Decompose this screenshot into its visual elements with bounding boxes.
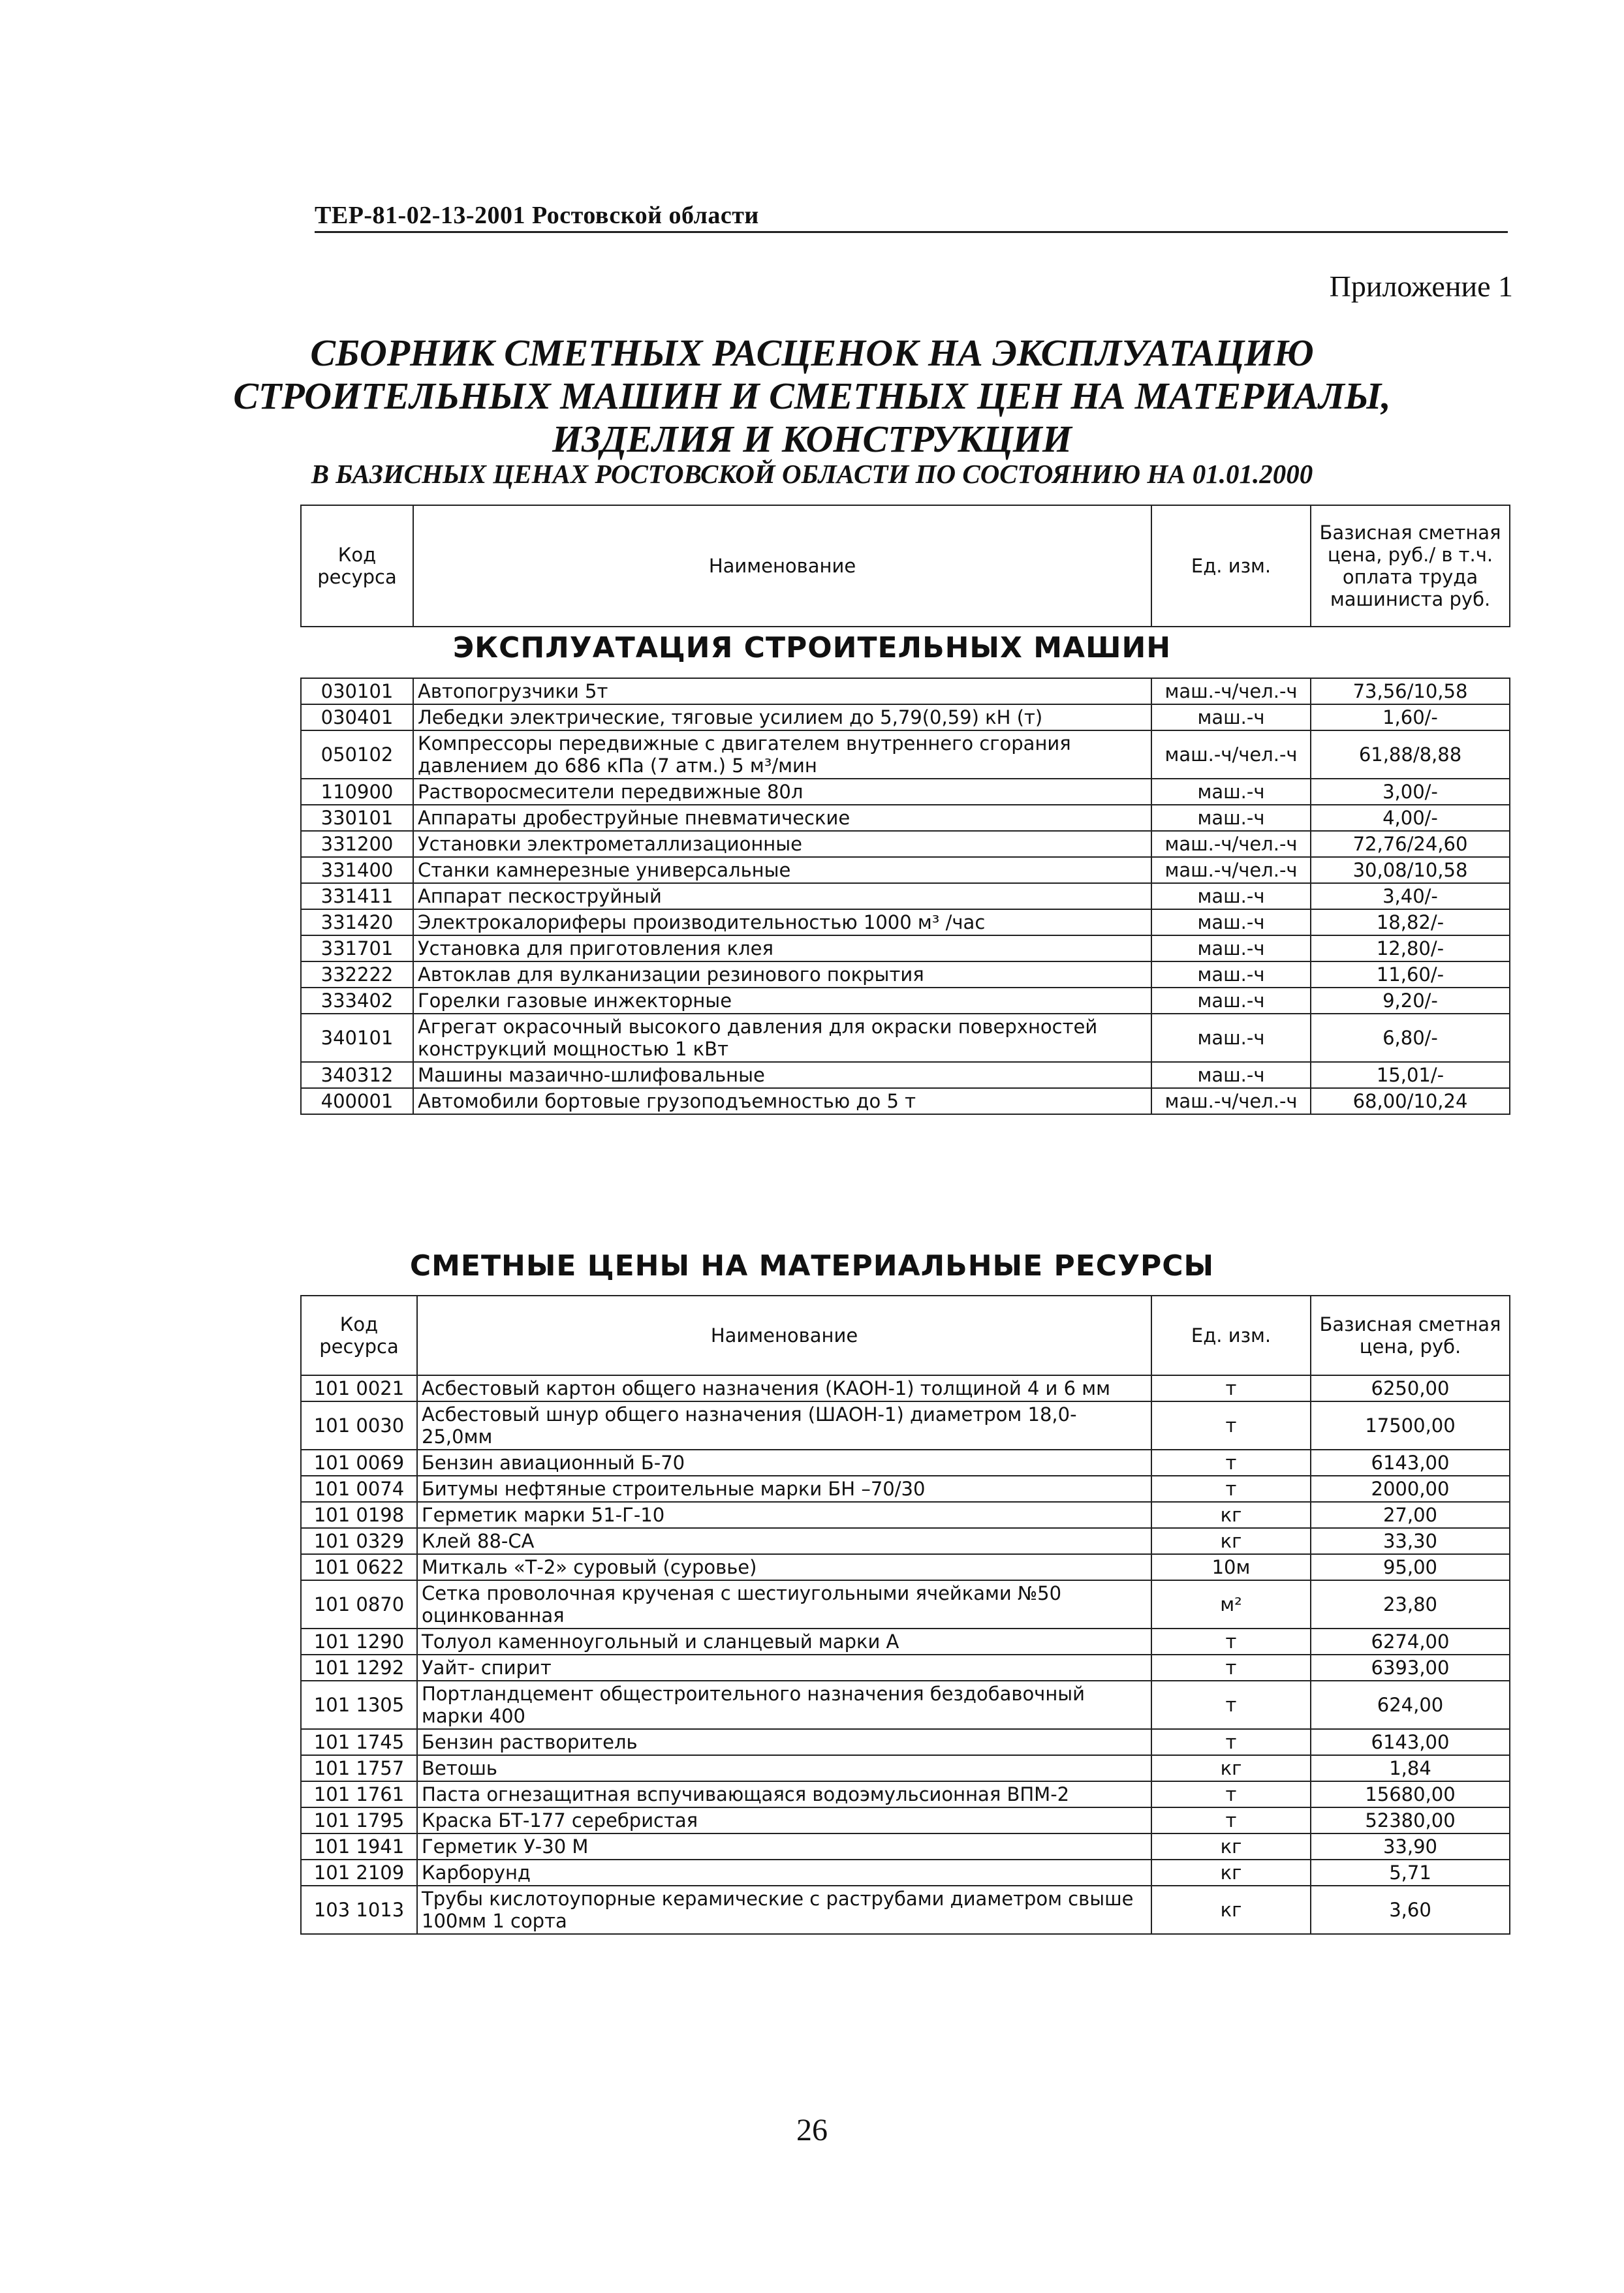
cell-name: Краска БТ-177 серебристая [417, 1807, 1151, 1833]
table-row [301, 1886, 1510, 1934]
cell-price: 15,01/- [1311, 1062, 1510, 1088]
table-row [301, 1681, 1510, 1729]
cell-name: Бензин растворитель [417, 1729, 1151, 1755]
table-row [301, 1781, 1510, 1807]
cell-name: Портландцемент общестроительного назначения бездобавочный марки 400 [417, 1681, 1151, 1729]
table-row [301, 1554, 1510, 1580]
machines-header-table [300, 505, 1510, 627]
cell-name: Автоклав для вулканизации резинового покрытия [413, 961, 1151, 988]
table-row [301, 1833, 1510, 1860]
cell-price: 27,00 [1311, 1502, 1510, 1528]
cell-code: 101 0074 [301, 1476, 417, 1502]
table-row [301, 1580, 1510, 1629]
cell-code: 400001 [301, 1088, 413, 1114]
cell-unit: маш.-ч/чел.-ч [1151, 678, 1311, 704]
col-header-code: Код ресурса [301, 505, 413, 627]
table-row [301, 1450, 1510, 1476]
cell-unit: кг [1151, 1860, 1311, 1886]
cell-code: 101 1745 [301, 1729, 417, 1755]
cell-name: Миткаль «Т-2» суровый (суровье) [417, 1554, 1151, 1580]
cell-code: 331200 [301, 831, 413, 857]
cell-unit: т [1151, 1375, 1311, 1401]
cell-unit: т [1151, 1807, 1311, 1833]
cell-unit: маш.-ч [1151, 1062, 1311, 1088]
cell-price: 6,80/- [1311, 1014, 1510, 1062]
cell-code: 101 1292 [301, 1655, 417, 1681]
cell-code: 030401 [301, 704, 413, 730]
table-row [301, 1729, 1510, 1755]
cell-name: Бензин авиационный Б-70 [417, 1450, 1151, 1476]
cell-name: Ветошь [417, 1755, 1151, 1781]
cell-name: Асбестовый шнур общего назначения (ШАОН-1) диаметром 18,0-25,0мм [417, 1401, 1151, 1450]
document-header: ТЕР-81-02-13-2001 Ростовской области [315, 201, 1508, 233]
cell-unit: маш.-ч [1151, 988, 1311, 1014]
cell-code: 050102 [301, 730, 413, 779]
cell-unit: маш.-ч [1151, 883, 1311, 909]
table-row [301, 678, 1510, 704]
cell-unit: т [1151, 1655, 1311, 1681]
table-row [301, 831, 1510, 857]
col-header-price: Базисная сметная цена, руб./ в т.ч. оплата труда машиниста руб. [1311, 505, 1510, 627]
cell-name: Установки электрометаллизационные [413, 831, 1151, 857]
cell-code: 101 0069 [301, 1450, 417, 1476]
cell-name: Толуол каменноугольный и сланцевый марки А [417, 1629, 1151, 1655]
cell-unit: т [1151, 1401, 1311, 1450]
cell-price: 6250,00 [1311, 1375, 1510, 1401]
cell-code: 333402 [301, 988, 413, 1014]
cell-price: 33,30 [1311, 1528, 1510, 1554]
table-row [301, 1476, 1510, 1502]
cell-price: 95,00 [1311, 1554, 1510, 1580]
page-number: 26 [796, 2113, 828, 2147]
cell-price: 72,76/24,60 [1311, 831, 1510, 857]
cell-name: Герметик У-30 М [417, 1833, 1151, 1860]
table-row [301, 909, 1510, 935]
title-line-1: СБОРНИК СМЕТНЫХ РАСЦЕНОК НА ЭКСПЛУАТАЦИЮ [310, 332, 1314, 374]
cell-name: Аппарат пескоструйный [413, 883, 1151, 909]
col-header-price: Базисная сметная цена, руб. [1311, 1296, 1510, 1375]
cell-code: 101 0622 [301, 1554, 417, 1580]
cell-unit: кг [1151, 1886, 1311, 1934]
cell-name: Трубы кислотоупорные керамические с раструбами диаметром свыше 100мм 1 сорта [417, 1886, 1151, 1934]
cell-price: 33,90 [1311, 1833, 1510, 1860]
cell-code: 330101 [301, 805, 413, 831]
machines-table [300, 678, 1510, 1115]
table-row [301, 779, 1510, 805]
cell-unit: т [1151, 1729, 1311, 1755]
cell-price: 6274,00 [1311, 1629, 1510, 1655]
cell-price: 11,60/- [1311, 961, 1510, 988]
cell-unit: маш.-ч [1151, 779, 1311, 805]
cell-price: 5,71 [1311, 1860, 1510, 1886]
cell-unit: маш.-ч/чел.-ч [1151, 857, 1311, 883]
cell-unit: кг [1151, 1502, 1311, 1528]
table-row [301, 1807, 1510, 1833]
cell-price: 6393,00 [1311, 1655, 1510, 1681]
cell-price: 73,56/10,58 [1311, 678, 1510, 704]
cell-price: 4,00/- [1311, 805, 1510, 831]
cell-name: Карборунд [417, 1860, 1151, 1886]
table-row [301, 1088, 1510, 1114]
cell-name: Автопогрузчики 5т [413, 678, 1151, 704]
subtitle: В БАЗИСНЫХ ЦЕНАХ РОСТОВСКОЙ ОБЛАСТИ ПО СОСТОЯНИЮ НА 01.01.2000 [311, 459, 1313, 489]
machines-table-body [301, 678, 1510, 1114]
table-row [301, 935, 1510, 961]
table-row [301, 1375, 1510, 1401]
cell-unit: маш.-ч/чел.-ч [1151, 1088, 1311, 1114]
appendix-label: Приложение 1 [1329, 270, 1513, 303]
cell-code: 101 2109 [301, 1860, 417, 1886]
table-row [301, 988, 1510, 1014]
cell-name: Электрокалориферы производительностью 1000 м³ /час [413, 909, 1151, 935]
col-header-code: Код ресурса [301, 1296, 417, 1375]
cell-unit: маш.-ч [1151, 961, 1311, 988]
cell-price: 1,60/- [1311, 704, 1510, 730]
cell-code: 103 1013 [301, 1886, 417, 1934]
cell-code: 101 0030 [301, 1401, 417, 1450]
table-row [301, 1014, 1510, 1062]
title-line-3: ИЗДЕЛИЯ И КОНСТРУКЦИИ [552, 418, 1072, 460]
cell-code: 101 1795 [301, 1807, 417, 1833]
cell-name: Клей 88-СА [417, 1528, 1151, 1554]
table-row [301, 1629, 1510, 1655]
cell-unit: т [1151, 1476, 1311, 1502]
cell-code: 332222 [301, 961, 413, 988]
cell-name: Установка для приготовления клея [413, 935, 1151, 961]
cell-code: 101 0021 [301, 1375, 417, 1401]
table-row [301, 805, 1510, 831]
cell-code: 331400 [301, 857, 413, 883]
col-header-unit: Ед. изм. [1151, 505, 1311, 627]
cell-price: 18,82/- [1311, 909, 1510, 935]
section-title-machines: ЭКСПЛУАТАЦИЯ СТРОИТЕЛЬНЫХ МАШИН [452, 631, 1172, 664]
cell-name: Битумы нефтяные строительные марки БН –70/30 [417, 1476, 1151, 1502]
cell-price: 6143,00 [1311, 1450, 1510, 1476]
cell-code: 101 1761 [301, 1781, 417, 1807]
cell-name: Паста огнезащитная вспучивающаяся водоэмульсионная ВПМ-2 [417, 1781, 1151, 1807]
cell-name: Асбестовый картон общего назначения (КАОН-1) толщиной 4 и 6 мм [417, 1375, 1151, 1401]
cell-code: 030101 [301, 678, 413, 704]
cell-unit: маш.-ч/чел.-ч [1151, 831, 1311, 857]
cell-price: 23,80 [1311, 1580, 1510, 1629]
cell-code: 101 1305 [301, 1681, 417, 1729]
cell-price: 6143,00 [1311, 1729, 1510, 1755]
cell-unit: маш.-ч [1151, 1014, 1311, 1062]
table-row [301, 1062, 1510, 1088]
cell-name: Герметик марки 51-Г-10 [417, 1502, 1151, 1528]
cell-code: 340101 [301, 1014, 413, 1062]
cell-code: 331411 [301, 883, 413, 909]
cell-code: 101 0870 [301, 1580, 417, 1629]
cell-code: 110900 [301, 779, 413, 805]
cell-code: 331420 [301, 909, 413, 935]
table-row [301, 1502, 1510, 1528]
cell-unit: кг [1151, 1833, 1311, 1860]
table-row [301, 730, 1510, 779]
cell-unit: маш.-ч [1151, 935, 1311, 961]
cell-name: Горелки газовые инжекторные [413, 988, 1151, 1014]
materials-table [300, 1295, 1510, 1935]
cell-price: 1,84 [1311, 1755, 1510, 1781]
cell-unit: маш.-ч [1151, 909, 1311, 935]
cell-unit: кг [1151, 1755, 1311, 1781]
cell-price: 12,80/- [1311, 935, 1510, 961]
cell-price: 30,08/10,58 [1311, 857, 1510, 883]
table-row [301, 704, 1510, 730]
cell-code: 101 1290 [301, 1629, 417, 1655]
cell-unit: 10м [1151, 1554, 1311, 1580]
cell-name: Автомобили бортовые грузоподъемностью до 5 т [413, 1088, 1151, 1114]
cell-price: 2000,00 [1311, 1476, 1510, 1502]
cell-name: Агрегат окрасочный высокого давления для окраски поверхностей конструкций мощностью 1 кВт [413, 1014, 1151, 1062]
cell-unit: т [1151, 1781, 1311, 1807]
cell-name: Станки камнерезные универсальные [413, 857, 1151, 883]
cell-unit: маш.-ч [1151, 704, 1311, 730]
cell-unit: т [1151, 1681, 1311, 1729]
cell-unit: маш.-ч/чел.-ч [1151, 730, 1311, 779]
cell-name: Сетка проволочная крученая с шестиугольными ячейками №50 оцинкованная [417, 1580, 1151, 1629]
table-row [301, 1401, 1510, 1450]
table-row [301, 961, 1510, 988]
cell-code: 101 1757 [301, 1755, 417, 1781]
cell-price: 52380,00 [1311, 1807, 1510, 1833]
section-title-materials: СМЕТНЫЕ ЦЕНЫ НА МАТЕРИАЛЬНЫЕ РЕСУРСЫ [409, 1249, 1215, 1283]
table-row [301, 883, 1510, 909]
table-row [301, 1860, 1510, 1886]
cell-unit: маш.-ч [1151, 805, 1311, 831]
cell-name: Лебедки электрические, тяговые усилием до 5,79(0,59) кН (т) [413, 704, 1151, 730]
title-line-2: СТРОИТЕЛЬНЫХ МАШИН И СМЕТНЫХ ЦЕН НА МАТЕРИАЛЫ, [233, 375, 1391, 417]
cell-price: 3,40/- [1311, 883, 1510, 909]
cell-price: 15680,00 [1311, 1781, 1510, 1807]
cell-name: Растворосмесители передвижные 80л [413, 779, 1151, 805]
cell-price: 61,88/8,88 [1311, 730, 1510, 779]
cell-name: Компрессоры передвижные с двигателем внутреннего сгорания давлением до 686 кПа (7 атм.) 5 м³/мин [413, 730, 1151, 779]
table-row [301, 1528, 1510, 1554]
table-row [301, 1755, 1510, 1781]
cell-code: 101 0329 [301, 1528, 417, 1554]
cell-code: 331701 [301, 935, 413, 961]
cell-unit: т [1151, 1450, 1311, 1476]
cell-unit: т [1151, 1629, 1311, 1655]
cell-price: 68,00/10,24 [1311, 1088, 1510, 1114]
col-header-unit: Ед. изм. [1151, 1296, 1311, 1375]
cell-price: 3,00/- [1311, 779, 1510, 805]
cell-name: Уайт- спирит [417, 1655, 1151, 1681]
cell-price: 9,20/- [1311, 988, 1510, 1014]
cell-name: Машины мазаично-шлифовальные [413, 1062, 1151, 1088]
cell-unit: м² [1151, 1580, 1311, 1629]
cell-price: 624,00 [1311, 1681, 1510, 1729]
cell-code: 340312 [301, 1062, 413, 1088]
cell-unit: кг [1151, 1528, 1311, 1554]
cell-code: 101 0198 [301, 1502, 417, 1528]
materials-table-body [301, 1375, 1510, 1934]
col-header-name: Наименование [417, 1296, 1151, 1375]
table-row [301, 1655, 1510, 1681]
table-row [301, 857, 1510, 883]
col-header-name: Наименование [413, 505, 1151, 627]
cell-code: 101 1941 [301, 1833, 417, 1860]
main-title [0, 332, 1624, 461]
cell-price: 17500,00 [1311, 1401, 1510, 1450]
cell-name: Аппараты дробеструйные пневматические [413, 805, 1151, 831]
cell-price: 3,60 [1311, 1886, 1510, 1934]
